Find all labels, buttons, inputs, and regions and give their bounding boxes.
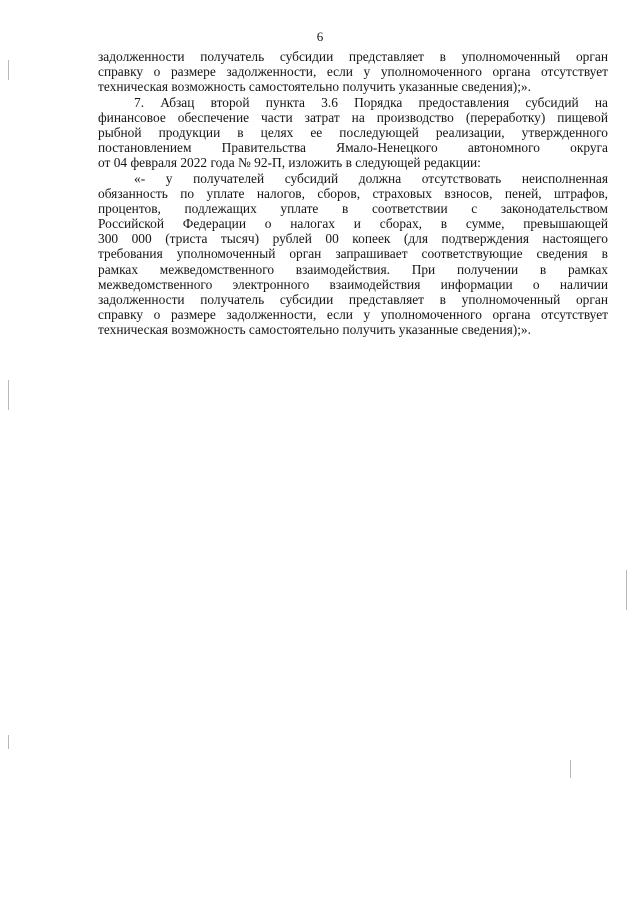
text-line: задолженности получатель субсидии представляет в уполномоченный орган [98,292,608,307]
scan-edge-mark [8,735,9,749]
text-line: Российской Федерации о налогах и сборах, в сумме, превышающей [98,216,608,232]
scan-edge-mark [570,760,571,778]
text-line: задолженности получатель субсидии представляет в уполномоченный орган [98,49,608,64]
text-line: справку о размере задолженности, если у уполномоченного органа отсутствует [98,64,608,80]
page-number: 6 [316,29,324,44]
scan-edge-mark [626,570,627,610]
text-line: 300 000 (триста тысяч) рублей 00 копеек (для подтверждения настоящего [98,231,608,247]
text-line: финансовое обеспечение части затрат на производство (переработку) пищевой [98,109,608,125]
paragraph-new-wording [98,171,608,338]
text-line: процентов, подлежащих уплате в соответствии с законодательством [98,200,608,216]
document-body [98,49,608,338]
text-line: постановлением Правительства Ямало-Ненецкого автономного округа [98,140,608,156]
text-line: от 04 февраля 2022 года № 92-П, изложить в следующей редакции: [98,155,481,171]
text-line: техническая возможность самостоятельно получить указанные сведения);». [98,79,531,95]
scan-edge-mark [8,60,9,80]
text-line: рамках межведомственного взаимодействия. При получении в рамках [98,261,608,277]
text-line: рыбной продукции в целях ее последующей реализации, утвержденного [98,124,608,140]
text-line: требования уполномоченный орган запрашивает соответствующие сведения в [98,246,608,262]
text-line: обязанность по уплате налогов, сборов, страховых взносов, пеней, штрафов, [98,185,608,201]
paragraph-item-7 [98,95,608,171]
text-line: «- у получателей субсидий должна отсутствовать неисполненная [134,170,608,186]
scan-edge-mark [8,380,9,410]
text-line: межведомственного электронного взаимодействия информации о наличии [98,276,608,292]
text-line: 7. Абзац второй пункта 3.6 Порядка предоставления субсидий на [134,94,608,110]
paragraph-continuation [98,49,608,95]
text-line: справку о размере задолженности, если у уполномоченного органа отсутствует [98,307,608,323]
text-line: техническая возможность самостоятельно получить указанные сведения);». [98,322,531,338]
